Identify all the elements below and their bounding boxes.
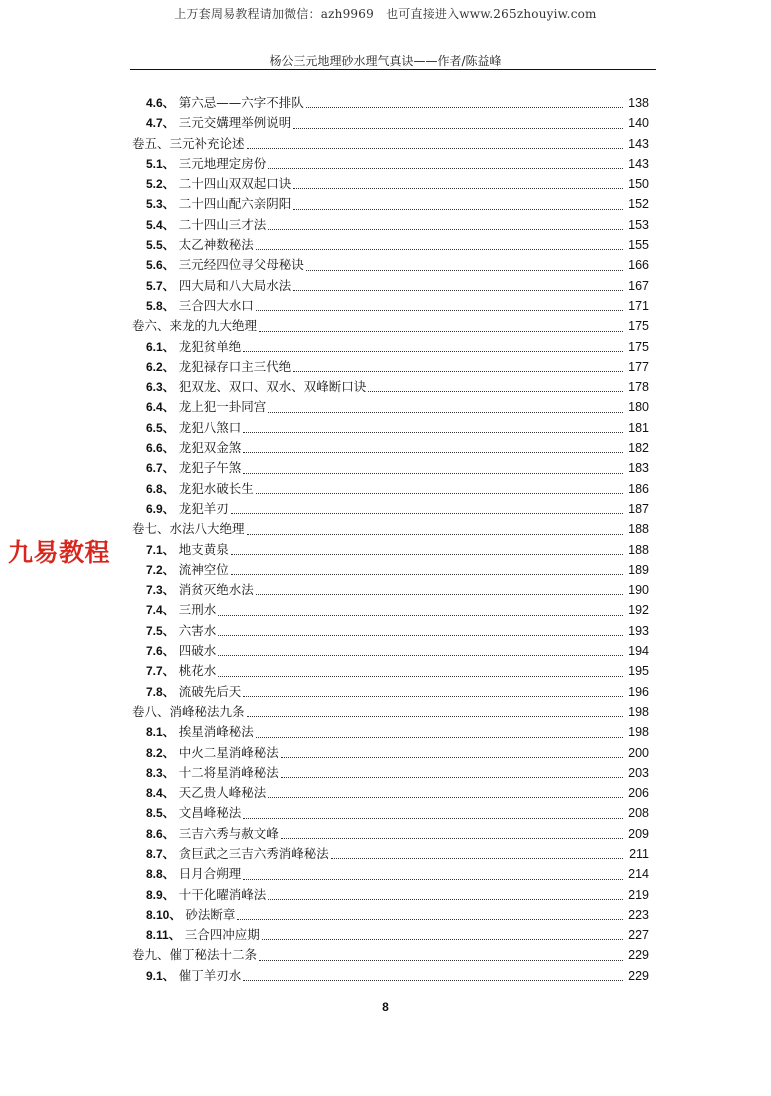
toc-page-number: 175	[628, 319, 649, 334]
watermark: 九易教程	[8, 538, 111, 567]
toc-section-row	[132, 337, 672, 357]
toc-section-row	[132, 194, 672, 214]
toc-entry-title: 龙犯子午煞	[178, 460, 242, 476]
toc-dot-leader	[293, 187, 623, 189]
toc-section-row	[132, 540, 672, 560]
toc-entry-number: 7.2、	[146, 562, 175, 577]
toc-entry-title: 龙犯羊刃	[178, 500, 229, 516]
toc-entry-number: 9.1、	[146, 968, 175, 983]
toc-section-row	[132, 580, 672, 600]
toc-dot-leader	[231, 573, 623, 575]
toc-entry-number: 8.5、	[146, 806, 175, 821]
toc-chapter-row	[132, 519, 672, 539]
toc-dot-leader	[243, 878, 623, 880]
toc-entry-number: 8.8、	[146, 867, 175, 882]
toc-page-number: 143	[628, 136, 649, 151]
toc-page-number: 211	[629, 846, 649, 861]
toc-page-number: 209	[628, 826, 649, 841]
toc-section-row	[132, 154, 672, 174]
toc-chapter-row	[132, 702, 672, 722]
toc-section-row	[132, 966, 672, 986]
toc-page-number: 195	[628, 664, 649, 679]
toc-page-number: 180	[628, 400, 649, 415]
toc-page-number: 143	[628, 156, 649, 171]
toc-entry-number: 8.10、	[146, 907, 182, 922]
toc-entry-number: 8.6、	[146, 826, 175, 841]
toc-dot-leader	[268, 411, 623, 413]
toc-dot-leader	[243, 472, 623, 474]
toc-section-row	[132, 438, 672, 458]
toc-page-number: 196	[628, 684, 649, 699]
toc-entry-title: 日月合朔理	[178, 866, 242, 882]
toc-entry-number: 5.8、	[146, 298, 175, 313]
toc-dot-leader	[243, 350, 623, 352]
toc-dot-leader	[306, 269, 623, 271]
toc-dot-leader	[256, 309, 623, 311]
toc-entry-title: 六害水	[178, 622, 217, 638]
toc-entry-number: 7.8、	[146, 684, 175, 699]
running-header: 杨公三元地理砂水理气真诀——作者/陈益峰	[269, 54, 502, 68]
toc-entry-title: 卷七、水法八大绝理	[132, 521, 245, 537]
toc-page-number: 155	[628, 238, 649, 253]
toc-chapter-row	[132, 945, 672, 965]
toc-dot-leader	[259, 330, 623, 332]
toc-entry-title: 龙犯贫单绝	[178, 338, 242, 354]
toc-section-row	[132, 824, 672, 844]
toc-entry-title: 地支黄泉	[178, 541, 229, 557]
toc-entry-number: 5.6、	[146, 258, 175, 273]
toc-section-row	[132, 296, 672, 316]
toc-section-row	[132, 682, 672, 702]
toc-page-number: 206	[628, 786, 649, 801]
toc-section-row	[132, 803, 672, 823]
toc-section-row	[132, 377, 672, 397]
toc-entry-title: 流神空位	[178, 561, 229, 577]
toc-entry-number: 5.4、	[146, 217, 175, 232]
toc-section-row	[132, 743, 672, 763]
toc-dot-leader	[243, 817, 623, 819]
toc-dot-leader	[218, 675, 623, 677]
toc-page-number: 189	[628, 562, 649, 577]
toc-page-number: 203	[628, 765, 649, 780]
toc-page-number: 193	[628, 623, 649, 638]
toc-dot-leader	[243, 431, 623, 433]
toc-dot-leader	[247, 533, 623, 535]
toc-entry-title: 三元地理定房份	[178, 155, 267, 171]
toc-page-number: 188	[628, 542, 649, 557]
toc-entry-number: 8.11、	[146, 928, 181, 943]
toc-entry-number: 7.3、	[146, 583, 175, 598]
toc-entry-title: 卷六、来龙的九大绝理	[132, 318, 258, 334]
toc-entry-number: 7.6、	[146, 644, 175, 659]
toc-entry-number: 5.2、	[146, 177, 175, 192]
toc-dot-leader	[243, 695, 623, 697]
toc-entry-title: 三刑水	[178, 602, 217, 618]
toc-dot-leader	[281, 837, 623, 839]
toc-entry-title: 四破水	[178, 643, 217, 659]
toc-entry-number: 8.9、	[146, 887, 175, 902]
toc-dot-leader	[256, 736, 623, 738]
toc-entry-title: 消贫灭绝水法	[178, 582, 254, 598]
toc-page-number: 190	[628, 583, 649, 598]
toc-entry-title: 三元经四位寻父母秘诀	[178, 257, 304, 273]
toc-dot-leader	[268, 167, 623, 169]
toc-entry-title: 天乙贵人峰秘法	[178, 785, 267, 801]
toc-page-number: 138	[628, 96, 649, 110]
toc-page-number: 166	[628, 258, 649, 273]
toc-page-number: 198	[628, 725, 649, 740]
toc-chapter-row	[132, 316, 672, 336]
toc-section-row	[132, 479, 672, 499]
toc-entry-number: 7.7、	[146, 664, 175, 679]
toc-dot-leader	[331, 857, 623, 859]
toc-entry-number: 5.7、	[146, 278, 175, 293]
toc-entry-title: 流破先后天	[178, 683, 242, 699]
toc-section-row	[132, 215, 672, 235]
toc-section-row	[132, 925, 672, 945]
toc-section-row	[132, 844, 672, 864]
toc-entry-number: 8.4、	[146, 786, 175, 801]
toc-dot-leader	[256, 593, 623, 595]
toc-entry-number: 4.6、	[146, 96, 175, 110]
toc-entry-title: 卷八、消峰秘法九条	[132, 703, 245, 719]
toc-dot-leader	[368, 390, 623, 392]
toc-section-row	[132, 783, 672, 803]
toc-dot-leader	[256, 248, 623, 250]
toc-dot-leader	[243, 979, 623, 981]
toc-entry-title: 文昌峰秘法	[178, 805, 242, 821]
toc-page-number: 223	[628, 907, 649, 922]
toc-entry-title: 二十四山三才法	[178, 216, 267, 232]
toc-entry-title: 龙犯八煞口	[178, 419, 242, 435]
toc-section-row	[132, 621, 672, 641]
toc-section-row	[132, 885, 672, 905]
toc-dot-leader	[218, 634, 623, 636]
toc-entry-title: 第六忌——六字不排队	[178, 95, 304, 110]
toc-entry-title: 砂法断章	[185, 906, 236, 922]
toc-entry-title: 卷五、三元补充论述	[132, 135, 245, 151]
toc-section-row	[132, 276, 672, 296]
toc-page-number: 198	[628, 704, 649, 719]
toc-entry-title: 三合四冲应期	[184, 927, 260, 943]
toc-section-row	[132, 641, 672, 661]
toc-entry-title: 二十四山配六亲阴阳	[178, 196, 292, 212]
toc-dot-leader	[247, 147, 623, 149]
toc-entry-title: 挨星消峰秘法	[178, 724, 254, 740]
toc-section-row	[132, 905, 672, 925]
toc-dot-leader	[268, 796, 623, 798]
toc-entry-number: 6.6、	[146, 441, 175, 456]
toc-entry-number: 7.5、	[146, 623, 175, 638]
toc-dot-leader	[306, 106, 623, 108]
toc-section-row	[132, 113, 672, 133]
toc-entry-title: 四大局和八大局水法	[178, 277, 292, 293]
toc-dot-leader	[218, 614, 623, 616]
toc-page-number: 182	[628, 441, 649, 456]
toc-entry-title: 龙上犯一卦同宫	[178, 399, 267, 415]
toc-entry-title: 三合四大水口	[178, 297, 254, 313]
toc-page-number: 183	[628, 461, 649, 476]
toc-page-number: 188	[628, 522, 649, 537]
toc-page-number: 194	[628, 644, 649, 659]
toc-dot-leader	[259, 959, 623, 961]
toc-entry-title: 十二将星消峰秘法	[178, 764, 279, 780]
toc-entry-number: 8.1、	[146, 725, 175, 740]
toc-entry-title: 犯双龙、双口、双水、双峰断口诀	[178, 379, 367, 395]
toc-page-number: 175	[628, 339, 649, 354]
toc-entry-title: 龙犯禄存口主三代绝	[178, 358, 292, 374]
toc-page-number: 186	[628, 481, 649, 496]
toc-section-row	[132, 93, 672, 113]
toc-dot-leader	[231, 512, 623, 514]
toc-entry-number: 6.1、	[146, 339, 175, 354]
toc-entry-number: 6.8、	[146, 481, 175, 496]
toc-entry-title: 中火二星消峰秘法	[178, 744, 279, 760]
toc-page-number: 214	[628, 867, 649, 882]
toc-entry-number: 5.1、	[146, 156, 175, 171]
toc-entry-title: 太乙神数秘法	[178, 237, 254, 253]
toc-entry-number: 6.7、	[146, 461, 175, 476]
toc-entry-title: 卷九、催丁秘法十二条	[132, 947, 258, 963]
toc-page-number: 152	[628, 197, 649, 212]
toc-entry-title: 二十四山双双起口诀	[178, 176, 292, 192]
header-rule	[130, 69, 656, 70]
toc-page-number: 229	[628, 948, 649, 963]
toc-dot-leader	[281, 776, 623, 778]
toc-entry-title: 十干化曜消峰法	[178, 886, 267, 902]
toc-entry-title: 龙犯双金煞	[178, 440, 242, 456]
toc-dot-leader	[243, 451, 623, 453]
toc-entry-title: 桃花水	[178, 663, 217, 679]
toc-chapter-row	[132, 134, 672, 154]
top-notice: 上万套周易教程请加微信：azh9969 也可直接进入www.265zhouyiw.com	[174, 7, 597, 21]
toc-section-row	[132, 763, 672, 783]
toc-entry-number: 6.2、	[146, 359, 175, 374]
toc-page-number: 181	[628, 420, 649, 435]
toc-entry-number: 8.2、	[146, 745, 175, 760]
toc-page-number: 192	[628, 603, 649, 618]
toc-page-number: 178	[628, 380, 649, 395]
toc-entry-number: 7.4、	[146, 603, 175, 618]
toc-page-number: 153	[628, 217, 649, 232]
page-number: 8	[382, 1000, 389, 1014]
toc-section-row	[132, 722, 672, 742]
toc-section-row	[132, 235, 672, 255]
toc-entry-number: 4.7、	[146, 116, 175, 131]
toc-page-number: 171	[628, 298, 649, 313]
toc-section-row	[132, 560, 672, 580]
toc-dot-leader	[281, 756, 623, 758]
toc-entry-number: 6.3、	[146, 380, 175, 395]
toc-entry-number: 8.3、	[146, 765, 175, 780]
toc-entry-number: 8.7、	[146, 846, 175, 861]
toc-entry-number: 6.4、	[146, 400, 175, 415]
toc-entry-number: 5.5、	[146, 238, 175, 253]
toc-page-number: 229	[628, 968, 649, 983]
toc-dot-leader	[231, 553, 623, 555]
toc-entry-number: 5.3、	[146, 197, 175, 212]
toc-dot-leader	[247, 715, 623, 717]
toc-section-row	[132, 357, 672, 377]
toc-page-number: 208	[628, 806, 649, 821]
toc-section-row	[132, 600, 672, 620]
toc-section-row	[132, 458, 672, 478]
toc-entry-title: 龙犯水破长生	[178, 480, 254, 496]
toc-section-row	[132, 174, 672, 194]
toc-page-number: 150	[628, 177, 649, 192]
toc-entry-number: 6.5、	[146, 420, 175, 435]
toc-section-row	[132, 661, 672, 681]
toc-dot-leader	[237, 918, 623, 920]
toc-dot-leader	[218, 654, 623, 656]
toc-dot-leader	[293, 289, 623, 291]
toc-section-row	[132, 397, 672, 417]
toc-dot-leader	[293, 127, 623, 129]
toc-section-row	[132, 255, 672, 275]
toc-entry-number: 7.1、	[146, 542, 175, 557]
toc-section-row	[132, 864, 672, 884]
toc-entry-title: 贪巨武之三吉六秀消峰秘法	[178, 845, 329, 861]
toc-page-number: 167	[628, 278, 649, 293]
toc-entry-title: 催丁羊刃水	[178, 967, 242, 983]
toc-entry-title: 三元交媾理举例说明	[178, 115, 292, 131]
toc-dot-leader	[268, 898, 623, 900]
toc-dot-leader	[256, 492, 623, 494]
toc-page-number: 140	[628, 116, 649, 131]
toc-dot-leader	[262, 938, 623, 940]
toc-entry-title: 三吉六秀与赦文峰	[178, 825, 279, 841]
toc-page-number: 187	[628, 501, 649, 516]
toc-dot-leader	[268, 228, 623, 230]
table-of-contents	[132, 93, 672, 986]
toc-page-number: 227	[628, 928, 649, 943]
toc-page-number: 219	[628, 887, 649, 902]
toc-page-number: 177	[628, 359, 649, 374]
toc-entry-number: 6.9、	[146, 501, 175, 516]
toc-dot-leader	[293, 370, 623, 372]
toc-section-row	[132, 499, 672, 519]
toc-section-row	[132, 418, 672, 438]
toc-page-number: 200	[628, 745, 649, 760]
toc-dot-leader	[293, 208, 623, 210]
